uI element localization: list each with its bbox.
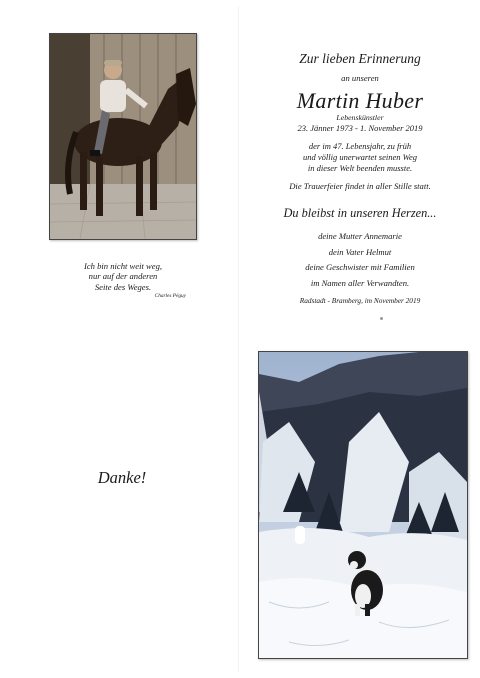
family-line: deine Mutter Annemarie xyxy=(318,231,402,241)
photo-dog-illustration xyxy=(259,352,467,658)
thanks-text: Danke! xyxy=(97,468,147,487)
an-unseren: an unseren xyxy=(341,73,379,83)
funeral-note: Die Trauerfeier findet in aller Stille statt. xyxy=(289,181,431,191)
family-line: im Namen aller Verwandten. xyxy=(310,278,410,288)
photo-dog-in-snow xyxy=(258,351,468,659)
deceased-name: Martin Huber xyxy=(296,88,424,113)
quote-line: Ich bin nicht weit weg, xyxy=(83,261,163,271)
family-line: deine Geschwister mit Familien xyxy=(305,262,415,272)
text-line: in dieser Welt beenden musste. xyxy=(307,163,413,173)
text-line: und völlig unerwartet seinen Weg xyxy=(303,152,417,162)
family-line: dein Vater Helmut xyxy=(328,247,392,257)
photo-rider-on-horse xyxy=(49,33,197,240)
text-line: der im 47. Lebensjahr, zu früh xyxy=(308,141,412,151)
quote-author: Charles Péguy xyxy=(154,293,186,300)
quote-line: Seite des Weges. xyxy=(94,281,152,292)
photo-rider-illustration xyxy=(50,34,196,239)
dot-mark xyxy=(380,317,383,320)
life-dates: 23. Jänner 1973 - 1. November 2019 xyxy=(297,123,423,133)
quote-line: nur auf der anderen xyxy=(88,271,158,282)
place-date: Radstadt - Bramberg, im November 2019 xyxy=(299,296,421,305)
quote-block xyxy=(56,261,190,300)
heart-line: Du bleibst in unseren Herzen... xyxy=(283,206,437,220)
heading: Zur lieben Erinnerung xyxy=(299,51,421,66)
profession: Lebenskünstler xyxy=(336,113,384,122)
fold-line xyxy=(238,6,239,672)
